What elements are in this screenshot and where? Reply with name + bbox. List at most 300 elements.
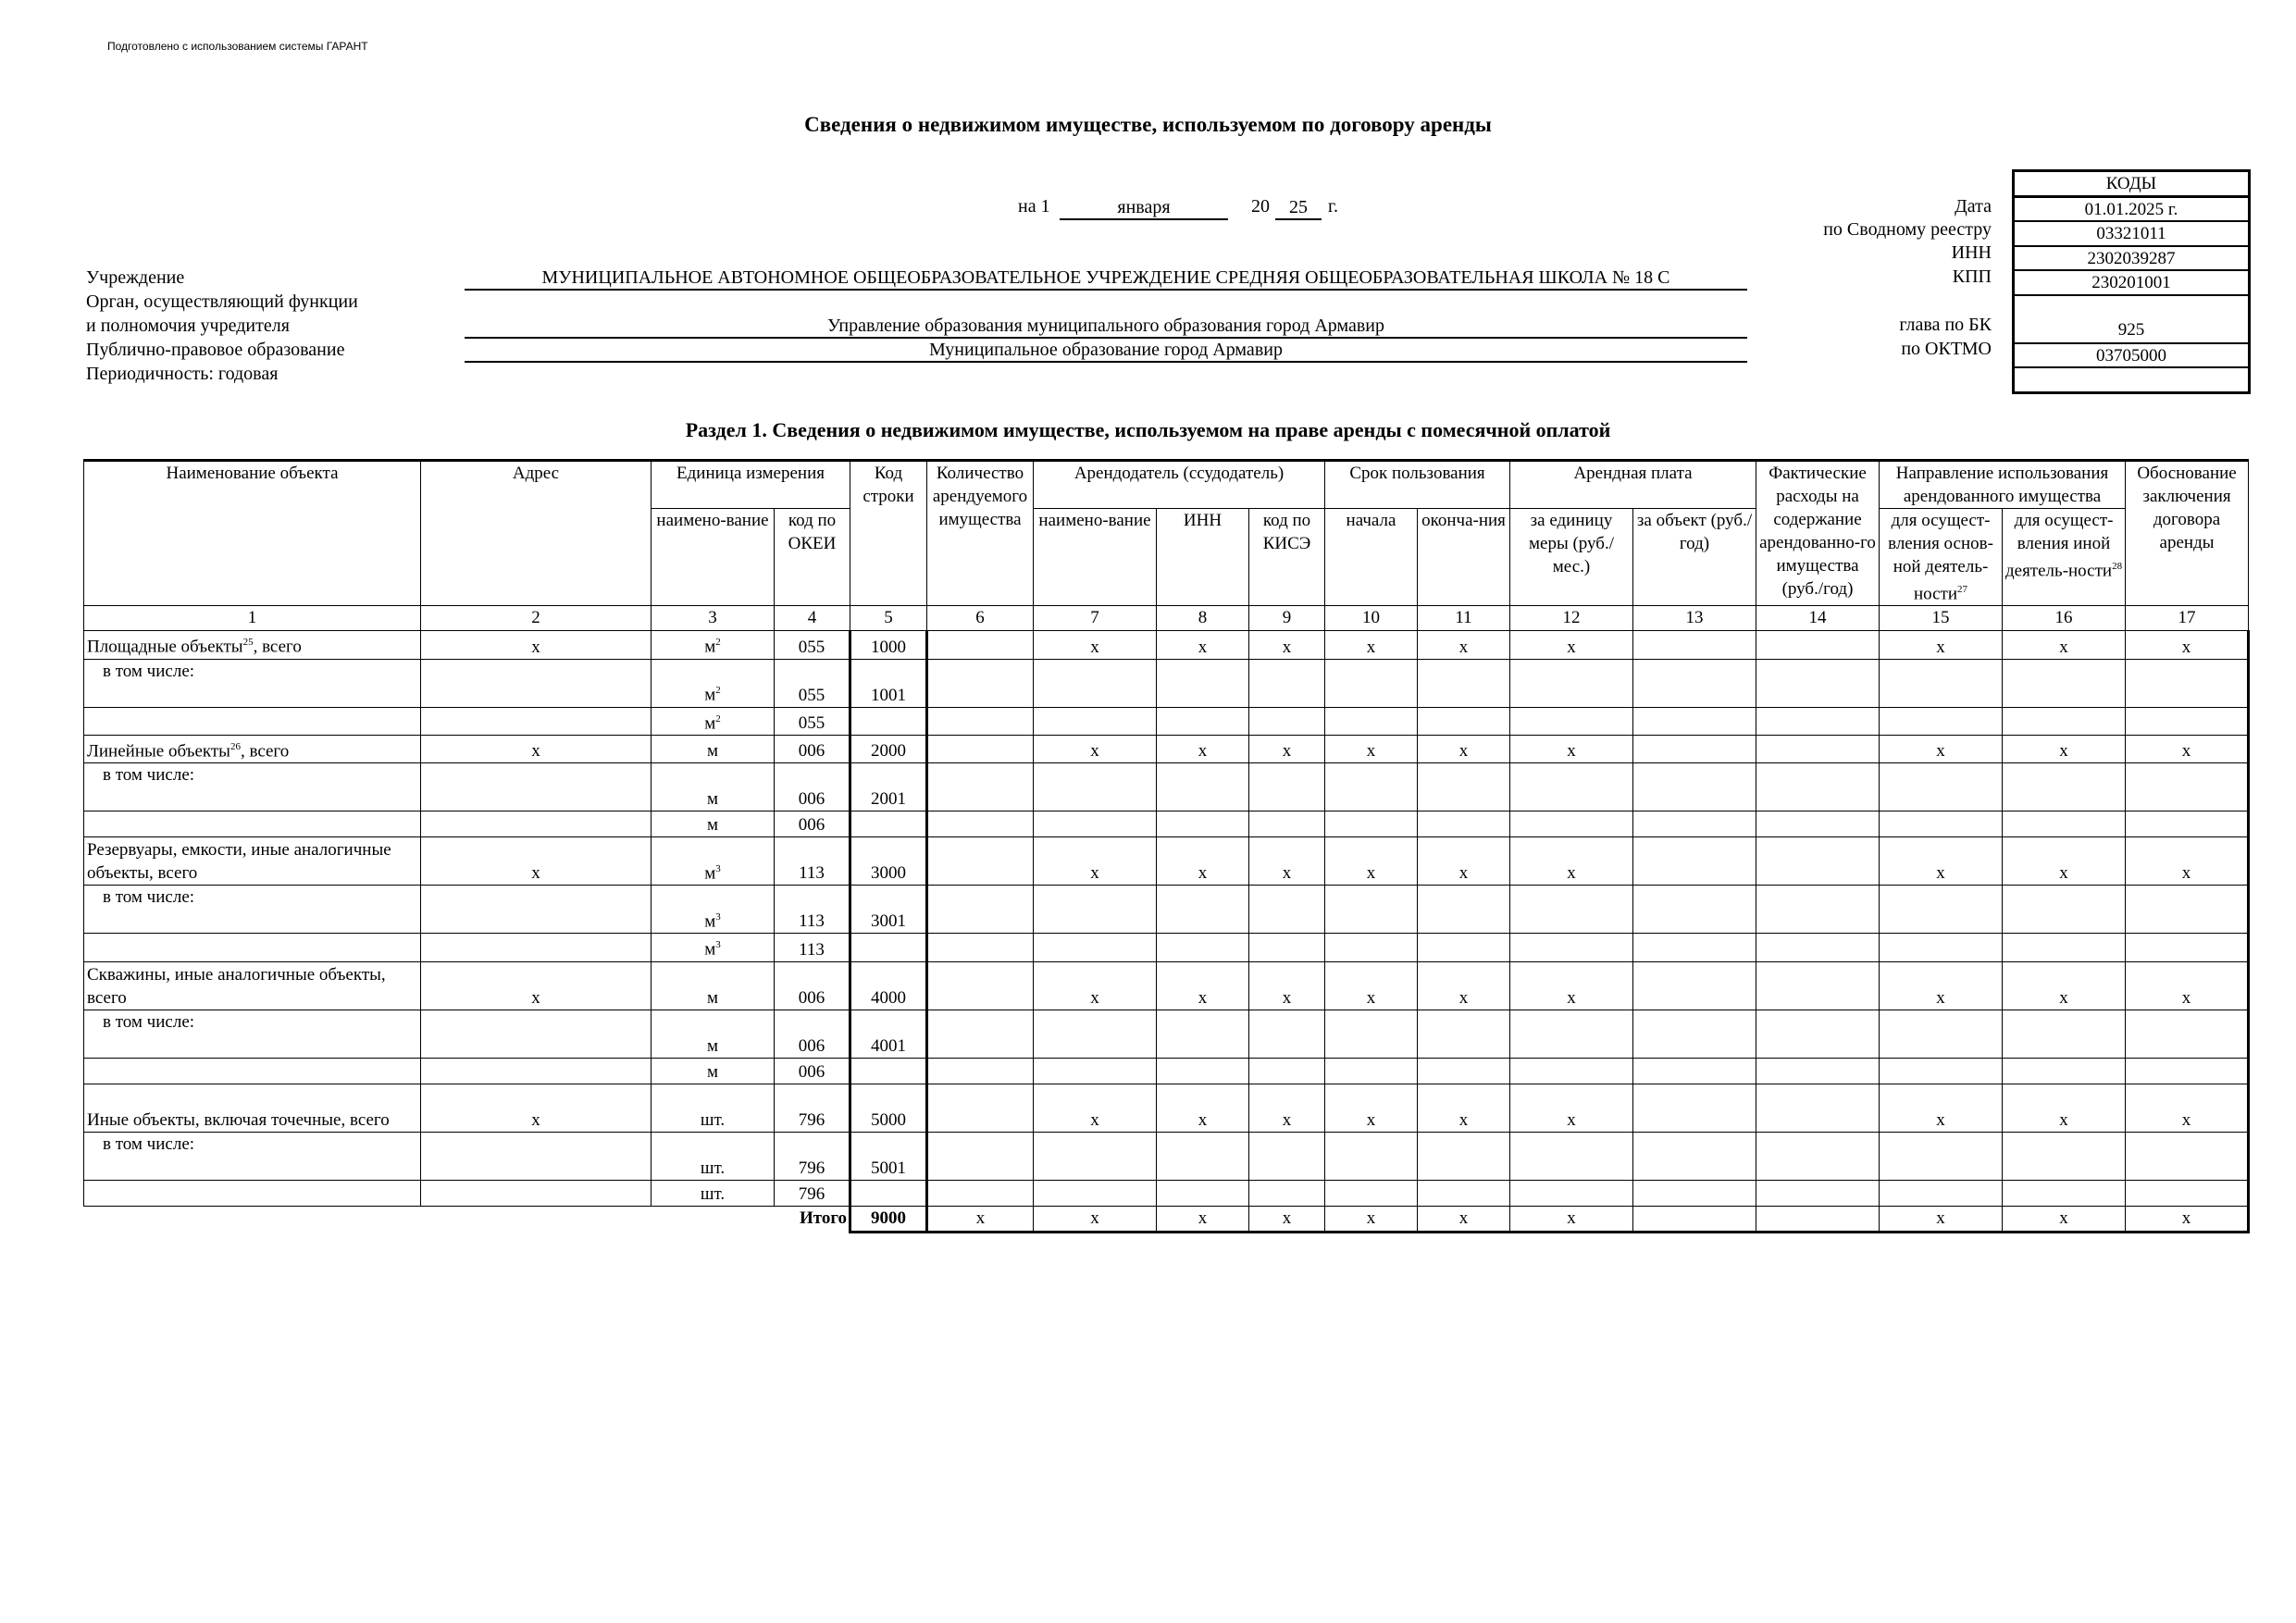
row-x-5000-12: x bbox=[1510, 1084, 1633, 1132]
row-1000-unit-sup: 2 bbox=[715, 637, 721, 649]
row-cell-5001-6 bbox=[927, 1132, 1034, 1180]
row-cell-1000-14 bbox=[1756, 631, 1880, 659]
row-x-3000-15: x bbox=[1880, 837, 2003, 886]
row-empty-cell-4000-10 bbox=[1325, 1058, 1418, 1084]
th-lessor-inn: ИНН bbox=[1157, 509, 1249, 606]
col-number-16: 16 bbox=[2003, 606, 2126, 631]
label-oktmo: по ОКТМО bbox=[1901, 339, 1992, 359]
row-empty-cell-4000-5 bbox=[850, 1058, 927, 1084]
row-empty-cell-3000-17 bbox=[2126, 934, 2249, 961]
col-number-6: 6 bbox=[927, 606, 1034, 631]
row-empty-cell-5000-11 bbox=[1418, 1180, 1510, 1206]
row-name-4000 bbox=[84, 961, 421, 1010]
row-x-4000-10: x bbox=[1325, 961, 1418, 1010]
row-x-1000-8: x bbox=[1157, 631, 1249, 659]
row-cell-3001-2 bbox=[421, 886, 652, 934]
table-row-sub-5001 bbox=[84, 1132, 2249, 1180]
row-name-text-4000: Скважины, иные аналогичные объекты, всего bbox=[87, 964, 386, 1008]
row-cell-3001-13 bbox=[1633, 886, 1756, 934]
row-empty-cell-5000-14 bbox=[1756, 1180, 1880, 1206]
th-address: Адрес bbox=[421, 461, 652, 606]
row-empty-cell-4000-6 bbox=[927, 1058, 1034, 1084]
row-2000-unit bbox=[652, 735, 775, 762]
row-cell-1001-17 bbox=[2126, 659, 2249, 707]
row-okei-5000: 796 bbox=[775, 1084, 850, 1132]
row-cell-4000-14 bbox=[1756, 961, 1880, 1010]
row-3000-unit-sup: 3 bbox=[715, 862, 721, 874]
label-kpp: КПП bbox=[1952, 266, 1992, 287]
row-2000-unit-text: м bbox=[706, 741, 719, 762]
row-5000-unit bbox=[652, 1084, 775, 1132]
row-cell-2001-6 bbox=[927, 763, 1034, 812]
row-empty-3000-unit-text: м bbox=[704, 939, 716, 960]
th-use: Направление использования арендованного имущества bbox=[1880, 461, 2126, 509]
row-cell-3001-17 bbox=[2126, 886, 2249, 934]
row-empty-3000-unit-sup: 3 bbox=[715, 939, 721, 951]
row-x-4000-12: x bbox=[1510, 961, 1633, 1010]
row-x-3000-2: x bbox=[421, 837, 652, 886]
row-empty-cell-4000-13 bbox=[1633, 1058, 1756, 1084]
table-row-total-1000 bbox=[84, 631, 2249, 659]
total-cell-13 bbox=[1633, 1206, 1756, 1232]
col-number-2: 2 bbox=[421, 606, 652, 631]
row-cell-3001-16 bbox=[2003, 886, 2126, 934]
row-1001-unit bbox=[652, 659, 775, 707]
row-code-2000: 2000 bbox=[850, 735, 927, 762]
row-x-2000-15: x bbox=[1880, 735, 2003, 762]
row-cell-3001-10 bbox=[1325, 886, 1418, 934]
row-x-1000-2: x bbox=[421, 631, 652, 659]
row-empty-1000-unit-sup: 2 bbox=[715, 712, 721, 725]
row-empty-cell-4000-2 bbox=[421, 1058, 652, 1084]
row-empty-cell-2000-10 bbox=[1325, 812, 1418, 837]
row-name-5000 bbox=[84, 1084, 421, 1132]
row-cell-5001-13 bbox=[1633, 1132, 1756, 1180]
th-rent-obj: за объект (руб./год) bbox=[1633, 509, 1756, 606]
col-number-5: 5 bbox=[850, 606, 927, 631]
label-registry: по Сводному реестру bbox=[1823, 219, 1992, 240]
row-code-3000: 3000 bbox=[850, 837, 927, 886]
row-empty-okei-1000: 055 bbox=[775, 707, 850, 735]
row-cell-4000-13 bbox=[1633, 961, 1756, 1010]
row-name-tail-1000: , всего bbox=[253, 637, 302, 657]
row-code-4001: 4001 bbox=[850, 1010, 927, 1058]
row-cell-3001-8 bbox=[1157, 886, 1249, 934]
col-number-10: 10 bbox=[1325, 606, 1418, 631]
row-cell-5001-14 bbox=[1756, 1132, 1880, 1180]
row-cell-1000-6 bbox=[927, 631, 1034, 659]
date-year-prefix: 20 bbox=[1251, 196, 1270, 217]
col-number-11: 11 bbox=[1418, 606, 1510, 631]
row-empty-3000-unit bbox=[652, 934, 775, 961]
row-empty-cell-1000-2 bbox=[421, 707, 652, 735]
col-number-1: 1 bbox=[84, 606, 421, 631]
row-code-3001: 3001 bbox=[850, 886, 927, 934]
row-x-5000-10: x bbox=[1325, 1084, 1418, 1132]
row-name-text-2000: Линейные объекты bbox=[87, 741, 230, 762]
row-cell-5000-13 bbox=[1633, 1084, 1756, 1132]
row-cell-4000-6 bbox=[927, 961, 1034, 1010]
th-unit: Единица измерения bbox=[652, 461, 850, 509]
row-1000-unit bbox=[652, 631, 775, 659]
col-number-12: 12 bbox=[1510, 606, 1633, 631]
total-x-10: x bbox=[1325, 1206, 1418, 1232]
row-empty-okei-5000: 796 bbox=[775, 1180, 850, 1206]
row-x-2000-16: x bbox=[2003, 735, 2126, 762]
row-empty-cell-4000-11 bbox=[1418, 1058, 1510, 1084]
row-empty-name-5000 bbox=[84, 1180, 421, 1206]
row-empty-cell-2000-7 bbox=[1034, 812, 1157, 837]
row-x-3000-11: x bbox=[1418, 837, 1510, 886]
row-empty-5000-unit bbox=[652, 1180, 775, 1206]
codes-title: КОДЫ bbox=[2015, 172, 2248, 197]
row-x-1000-12: x bbox=[1510, 631, 1633, 659]
total-x-12: x bbox=[1510, 1206, 1633, 1232]
th-use-other-text: для осущест-вления иной деятель-ности bbox=[2004, 511, 2114, 581]
th-basis: Обоснование заключения договора аренды bbox=[2126, 461, 2249, 606]
row-x-5000-2: x bbox=[421, 1084, 652, 1132]
row-incl-1001: в том числе: bbox=[84, 659, 421, 707]
th-use-main-text: для осущест-вления основ-ной деятель-ности bbox=[1888, 511, 1993, 604]
row-cell-5001-9 bbox=[1249, 1132, 1325, 1180]
organ-value: Управление образования муниципального образования город Армавир bbox=[465, 315, 1747, 339]
row-empty-cell-2000-12 bbox=[1510, 812, 1633, 837]
row-cell-2001-17 bbox=[2126, 763, 2249, 812]
row-incl-3001: в том числе: bbox=[84, 886, 421, 934]
row-x-3000-9: x bbox=[1249, 837, 1325, 886]
row-okei-3000: 113 bbox=[775, 837, 850, 886]
row-4000-unit-text: м bbox=[706, 987, 719, 1008]
row-empty-cell-3000-5 bbox=[850, 934, 927, 961]
ppo-value: Муниципальное образование город Армавир bbox=[465, 339, 1747, 363]
row-x-4000-16: x bbox=[2003, 961, 2126, 1010]
th-use-main-sup: 27 bbox=[1957, 584, 1968, 595]
row-cell-5001-11 bbox=[1418, 1132, 1510, 1180]
row-empty-cell-1000-5 bbox=[850, 707, 927, 735]
row-okei-4001: 006 bbox=[775, 1010, 850, 1058]
date-prefix: на 1 bbox=[1018, 196, 1050, 217]
row-empty-cell-2000-9 bbox=[1249, 812, 1325, 837]
row-cell-2000-6 bbox=[927, 735, 1034, 762]
row-okei-2000: 006 bbox=[775, 735, 850, 762]
row-cell-4001-8 bbox=[1157, 1010, 1249, 1058]
row-empty-cell-1000-16 bbox=[2003, 707, 2126, 735]
row-empty-cell-1000-10 bbox=[1325, 707, 1418, 735]
row-empty-5000-unit-text: шт. bbox=[700, 1183, 726, 1204]
row-cell-1001-2 bbox=[421, 659, 652, 707]
row-empty-cell-3000-16 bbox=[2003, 934, 2126, 961]
row-empty-cell-4000-16 bbox=[2003, 1058, 2126, 1084]
total-label: Итого bbox=[84, 1206, 850, 1232]
row-cell-5001-10 bbox=[1325, 1132, 1418, 1180]
row-x-2000-2: x bbox=[421, 735, 652, 762]
row-x-4000-8: x bbox=[1157, 961, 1249, 1010]
table-row-total-5000 bbox=[84, 1084, 2249, 1132]
table-row-sub-empty-4000 bbox=[84, 1058, 2249, 1084]
row-code-1000: 1000 bbox=[850, 631, 927, 659]
total-x-6: x bbox=[927, 1206, 1034, 1232]
row-empty-cell-3000-6 bbox=[927, 934, 1034, 961]
th-unit-code: код по ОКЕИ bbox=[775, 509, 850, 606]
row-empty-cell-4000-14 bbox=[1756, 1058, 1880, 1084]
row-cell-1001-13 bbox=[1633, 659, 1756, 707]
row-x-4000-15: x bbox=[1880, 961, 2003, 1010]
total-x-8: x bbox=[1157, 1206, 1249, 1232]
row-3001-unit-text: м bbox=[704, 911, 716, 932]
row-cell-4001-15 bbox=[1880, 1010, 2003, 1058]
row-okei-2001: 006 bbox=[775, 763, 850, 812]
row-empty-2000-unit-text: м bbox=[706, 815, 719, 836]
row-x-5000-15: x bbox=[1880, 1084, 2003, 1132]
row-empty-cell-4000-17 bbox=[2126, 1058, 2249, 1084]
section-title: Раздел 1. Сведения о недвижимом имуществе, используемом на праве аренды с помесячной оплатой bbox=[685, 418, 1611, 441]
row-empty-cell-3000-8 bbox=[1157, 934, 1249, 961]
th-lessor-kise: код по КИСЭ bbox=[1249, 509, 1325, 606]
row-okei-1001: 055 bbox=[775, 659, 850, 707]
date-month: января bbox=[1060, 196, 1228, 220]
row-cell-2001-7 bbox=[1034, 763, 1157, 812]
row-empty-okei-4000: 006 bbox=[775, 1058, 850, 1084]
row-empty-okei-2000: 006 bbox=[775, 812, 850, 837]
code-inn: 2302039287 bbox=[2015, 247, 2248, 272]
col-number-14: 14 bbox=[1756, 606, 1880, 631]
row-x-5000-16: x bbox=[2003, 1084, 2126, 1132]
code-registry: 03321011 bbox=[2015, 222, 2248, 247]
th-term: Срок пользования bbox=[1325, 461, 1510, 509]
table-row-total-3000 bbox=[84, 837, 2249, 886]
row-empty-cell-2000-14 bbox=[1756, 812, 1880, 837]
date-suffix: г. bbox=[1328, 196, 1338, 217]
row-cell-3000-13 bbox=[1633, 837, 1756, 886]
row-1000-unit-text: м bbox=[704, 637, 716, 657]
code-bk: 925 bbox=[2015, 296, 2248, 344]
row-empty-cell-2000-13 bbox=[1633, 812, 1756, 837]
row-x-4000-9: x bbox=[1249, 961, 1325, 1010]
row-cell-2001-2 bbox=[421, 763, 652, 812]
row-empty-cell-3000-13 bbox=[1633, 934, 1756, 961]
row-cell-3001-9 bbox=[1249, 886, 1325, 934]
label-institution: Учреждение bbox=[86, 267, 185, 288]
row-empty-cell-1000-8 bbox=[1157, 707, 1249, 735]
row-cell-4001-11 bbox=[1418, 1010, 1510, 1058]
property-table bbox=[83, 459, 2250, 1233]
row-empty-name-2000 bbox=[84, 812, 421, 837]
row-x-1000-7: x bbox=[1034, 631, 1157, 659]
row-4000-unit bbox=[652, 961, 775, 1010]
label-organ-1: Орган, осуществляющий функции bbox=[86, 291, 358, 312]
col-number-8: 8 bbox=[1157, 606, 1249, 631]
row-cell-2001-13 bbox=[1633, 763, 1756, 812]
row-x-2000-17: x bbox=[2126, 735, 2249, 762]
row-3000-unit-text: м bbox=[704, 863, 716, 884]
row-cell-5001-7 bbox=[1034, 1132, 1157, 1180]
row-x-1000-11: x bbox=[1418, 631, 1510, 659]
row-empty-1000-unit-text: м bbox=[704, 712, 716, 733]
row-5000-unit-text: шт. bbox=[700, 1109, 726, 1130]
row-code-5001: 5001 bbox=[850, 1132, 927, 1180]
row-name-3000 bbox=[84, 837, 421, 886]
row-name-sup-1000: 25 bbox=[242, 637, 254, 649]
table-row-sub-4001 bbox=[84, 1010, 2249, 1058]
row-x-4000-2: x bbox=[421, 961, 652, 1010]
row-x-2000-8: x bbox=[1157, 735, 1249, 762]
row-cell-1001-6 bbox=[927, 659, 1034, 707]
row-empty-cell-4000-15 bbox=[1880, 1058, 2003, 1084]
row-x-3000-17: x bbox=[2126, 837, 2249, 886]
total-x-11: x bbox=[1418, 1206, 1510, 1232]
th-use-other bbox=[2003, 509, 2126, 606]
row-empty-cell-3000-11 bbox=[1418, 934, 1510, 961]
row-x-2000-12: x bbox=[1510, 735, 1633, 762]
row-cell-2000-14 bbox=[1756, 735, 1880, 762]
row-name-sup-2000: 26 bbox=[230, 740, 241, 752]
row-empty-cell-2000-2 bbox=[421, 812, 652, 837]
col-number-13: 13 bbox=[1633, 606, 1756, 631]
th-term-start: начала bbox=[1325, 509, 1418, 606]
row-incl-5001: в том числе: bbox=[84, 1132, 421, 1180]
row-empty-cell-1000-11 bbox=[1418, 707, 1510, 735]
row-empty-cell-1000-14 bbox=[1756, 707, 1880, 735]
codes-box bbox=[2012, 169, 2251, 394]
row-okei-4000: 006 bbox=[775, 961, 850, 1010]
code-oktmo: 03705000 bbox=[2015, 344, 2248, 369]
row-empty-cell-4000-7 bbox=[1034, 1058, 1157, 1084]
row-x-5000-8: x bbox=[1157, 1084, 1249, 1132]
row-3000-unit bbox=[652, 837, 775, 886]
row-empty-1000-unit bbox=[652, 707, 775, 735]
row-cell-4001-13 bbox=[1633, 1010, 1756, 1058]
row-cell-1001-11 bbox=[1418, 659, 1510, 707]
row-x-2000-11: x bbox=[1418, 735, 1510, 762]
th-name: Наименование объекта bbox=[84, 461, 421, 606]
table-row-sub-empty-5000 bbox=[84, 1180, 2249, 1206]
row-x-2000-9: x bbox=[1249, 735, 1325, 762]
row-4001-unit-text: м bbox=[706, 1035, 719, 1056]
table-row-sub-3001 bbox=[84, 886, 2249, 934]
row-2001-unit-text: м bbox=[706, 789, 719, 810]
label-organ-2: и полномочия учредителя bbox=[86, 316, 290, 336]
row-cell-1001-8 bbox=[1157, 659, 1249, 707]
label-inn: ИНН bbox=[1951, 242, 1992, 263]
row-empty-4000-unit bbox=[652, 1058, 775, 1084]
row-empty-cell-5000-12 bbox=[1510, 1180, 1633, 1206]
row-empty-cell-3000-15 bbox=[1880, 934, 2003, 961]
row-cell-4001-2 bbox=[421, 1010, 652, 1058]
th-lessor: Арендодатель (ссудодатель) bbox=[1034, 461, 1325, 509]
column-numbers-row bbox=[84, 606, 2249, 631]
row-empty-cell-2000-17 bbox=[2126, 812, 2249, 837]
row-empty-2000-unit bbox=[652, 812, 775, 837]
row-cell-1001-15 bbox=[1880, 659, 2003, 707]
row-empty-cell-2000-16 bbox=[2003, 812, 2126, 837]
row-empty-cell-1000-12 bbox=[1510, 707, 1633, 735]
th-rent-unit: за единицу меры (руб./мес.) bbox=[1510, 509, 1633, 606]
table-row-total-2000 bbox=[84, 735, 2249, 762]
row-empty-cell-3000-14 bbox=[1756, 934, 1880, 961]
row-name-text-3000: Резервуары, емкости, иные аналогичные объекты, всего bbox=[87, 840, 391, 884]
row-empty-name-4000 bbox=[84, 1058, 421, 1084]
row-empty-cell-4000-9 bbox=[1249, 1058, 1325, 1084]
row-x-3000-7: x bbox=[1034, 837, 1157, 886]
row-empty-cell-1000-15 bbox=[1880, 707, 2003, 735]
table-row-sub-2001 bbox=[84, 763, 2249, 812]
row-cell-3000-14 bbox=[1756, 837, 1880, 886]
row-cell-2001-11 bbox=[1418, 763, 1510, 812]
row-empty-cell-3000-9 bbox=[1249, 934, 1325, 961]
row-cell-2001-15 bbox=[1880, 763, 2003, 812]
th-unit-name: наимено-вание bbox=[652, 509, 775, 606]
row-empty-name-3000 bbox=[84, 934, 421, 961]
table-row-sub-empty-3000 bbox=[84, 934, 2249, 961]
row-x-5000-17: x bbox=[2126, 1084, 2249, 1132]
row-cell-5001-15 bbox=[1880, 1132, 2003, 1180]
row-cell-4001-14 bbox=[1756, 1010, 1880, 1058]
row-cell-2000-13 bbox=[1633, 735, 1756, 762]
row-code-2001: 2001 bbox=[850, 763, 927, 812]
row-5001-unit bbox=[652, 1132, 775, 1180]
table-row-grand-total bbox=[84, 1206, 2249, 1232]
total-x-7: x bbox=[1034, 1206, 1157, 1232]
row-x-4000-11: x bbox=[1418, 961, 1510, 1010]
row-empty-cell-1000-9 bbox=[1249, 707, 1325, 735]
th-use-main bbox=[1880, 509, 2003, 606]
row-name-text-5000: Иные объекты, включая точечные, всего bbox=[87, 1109, 390, 1130]
col-number-9: 9 bbox=[1249, 606, 1325, 631]
col-number-7: 7 bbox=[1034, 606, 1157, 631]
row-cell-2001-8 bbox=[1157, 763, 1249, 812]
row-code-5000: 5000 bbox=[850, 1084, 927, 1132]
row-empty-cell-3000-7 bbox=[1034, 934, 1157, 961]
row-x-4000-17: x bbox=[2126, 961, 2249, 1010]
row-cell-5000-14 bbox=[1756, 1084, 1880, 1132]
row-incl-4001: в том числе: bbox=[84, 1010, 421, 1058]
label-periodicity: Периодичность: годовая bbox=[86, 364, 279, 384]
row-cell-4001-10 bbox=[1325, 1010, 1418, 1058]
institution-value: МУНИЦИПАЛЬНОЕ АВТОНОМНОЕ ОБЩЕОБРАЗОВАТЕЛЬНОЕ УЧРЕЖДЕНИЕ СРЕДНЯЯ ОБЩЕОБРАЗОВАТЕЛЬНАЯ ШКОЛА № 18 С bbox=[465, 266, 1747, 291]
row-name-1000 bbox=[84, 631, 421, 659]
row-empty-cell-2000-15 bbox=[1880, 812, 2003, 837]
row-cell-5001-2 bbox=[421, 1132, 652, 1180]
row-cell-4001-7 bbox=[1034, 1010, 1157, 1058]
row-empty-cell-5000-16 bbox=[2003, 1180, 2126, 1206]
row-1001-unit-sup: 2 bbox=[715, 685, 721, 697]
row-empty-cell-3000-12 bbox=[1510, 934, 1633, 961]
row-cell-1000-13 bbox=[1633, 631, 1756, 659]
row-3001-unit-sup: 3 bbox=[715, 911, 721, 923]
total-cell-14 bbox=[1756, 1206, 1880, 1232]
row-x-3000-8: x bbox=[1157, 837, 1249, 886]
row-x-1000-17: x bbox=[2126, 631, 2249, 659]
row-cell-1001-10 bbox=[1325, 659, 1418, 707]
total-x-17: x bbox=[2126, 1206, 2249, 1232]
row-empty-cell-2000-5 bbox=[850, 812, 927, 837]
th-rent: Арендная плата bbox=[1510, 461, 1756, 509]
col-number-4: 4 bbox=[775, 606, 850, 631]
row-cell-2001-12 bbox=[1510, 763, 1633, 812]
row-cell-1001-9 bbox=[1249, 659, 1325, 707]
row-x-2000-7: x bbox=[1034, 735, 1157, 762]
total-x-16: x bbox=[2003, 1206, 2126, 1232]
row-name-tail-2000: , всего bbox=[240, 741, 290, 762]
row-x-1000-15: x bbox=[1880, 631, 2003, 659]
total-x-15: x bbox=[1880, 1206, 2003, 1232]
label-ppo: Публично-правовое образование bbox=[86, 340, 345, 360]
row-empty-cell-5000-15 bbox=[1880, 1180, 2003, 1206]
row-empty-cell-5000-6 bbox=[927, 1180, 1034, 1206]
row-cell-3001-15 bbox=[1880, 886, 2003, 934]
row-empty-cell-2000-6 bbox=[927, 812, 1034, 837]
row-cell-3001-11 bbox=[1418, 886, 1510, 934]
